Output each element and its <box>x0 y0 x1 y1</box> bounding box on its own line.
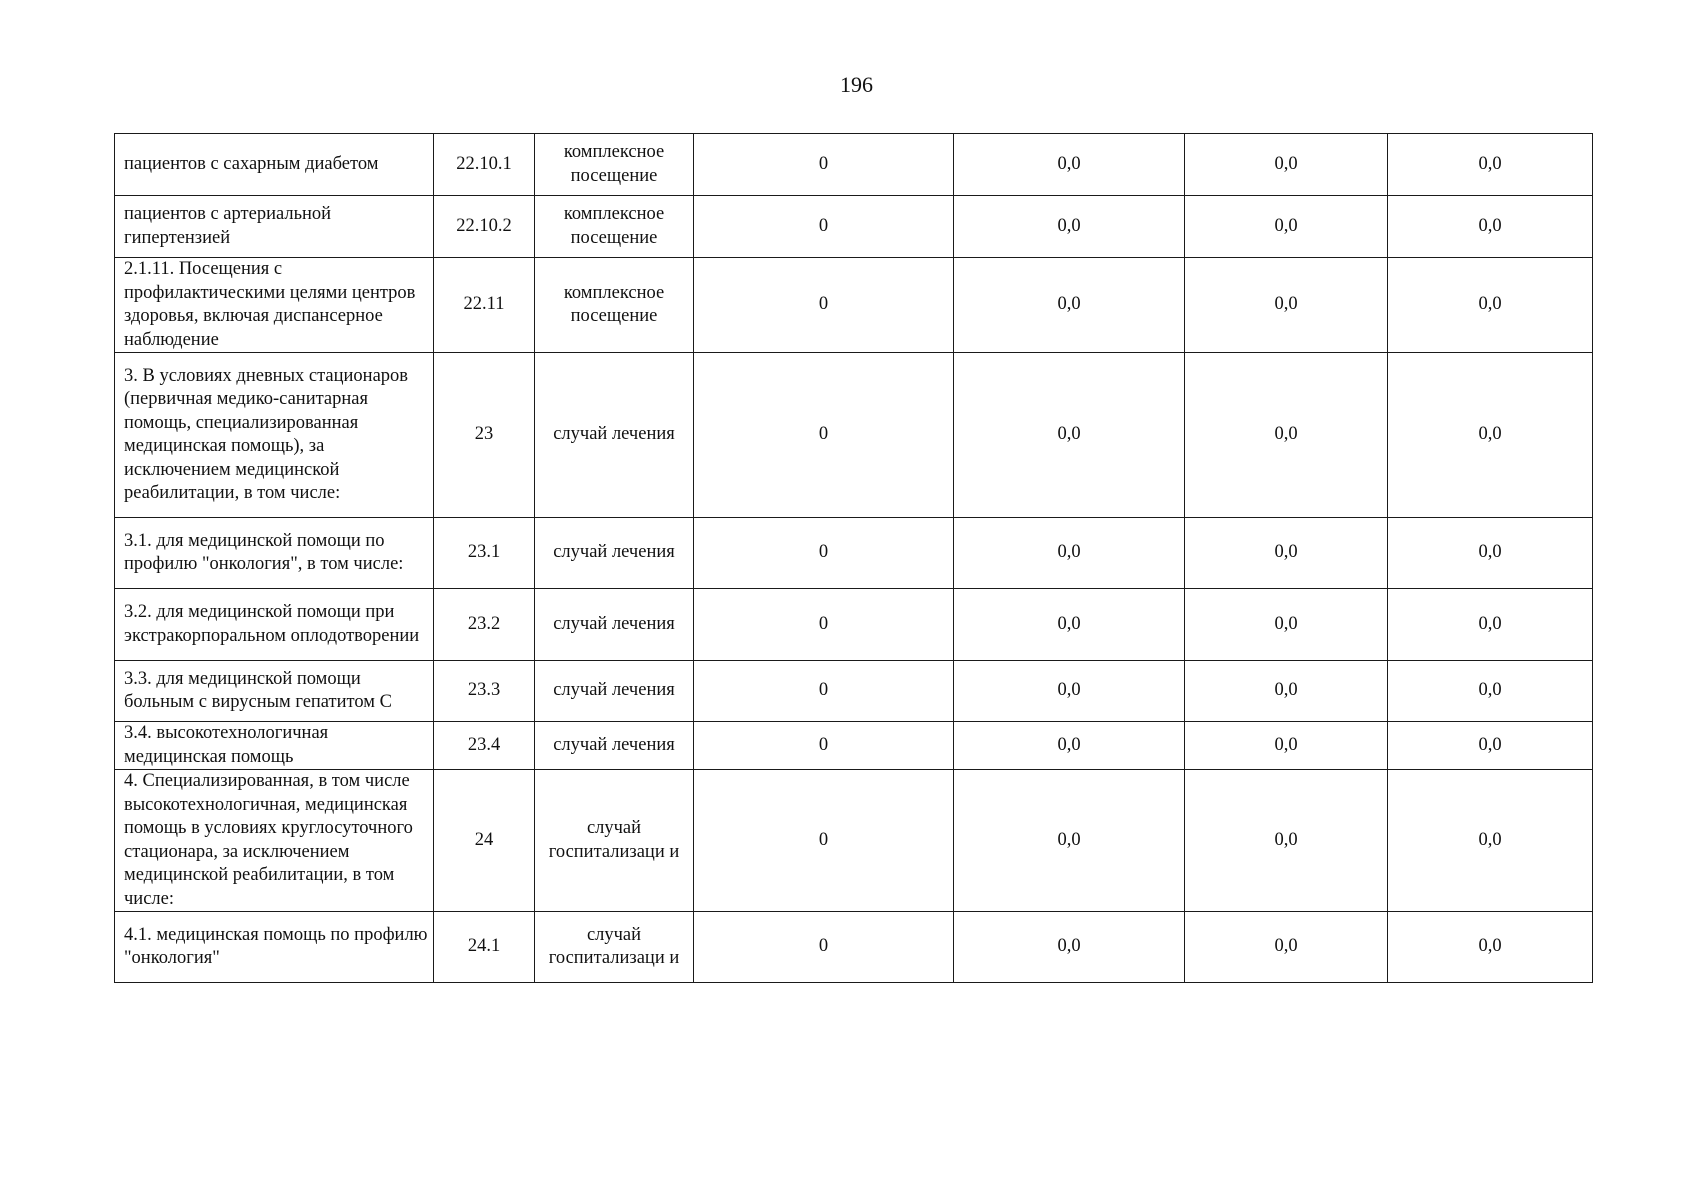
row-code-cell: 23 <box>434 353 535 518</box>
row-value-2-cell: 0,0 <box>954 196 1185 258</box>
row-value-1-cell: 0 <box>694 196 954 258</box>
row-value-3-cell: 0,0 <box>1185 134 1388 196</box>
row-value-4-cell: 0,0 <box>1388 722 1593 770</box>
row-value-2-cell: 0,0 <box>954 661 1185 722</box>
row-value-2-cell: 0,0 <box>954 589 1185 661</box>
row-code-cell: 22.10.1 <box>434 134 535 196</box>
row-value-2-cell: 0,0 <box>954 770 1185 912</box>
row-unit-cell: случай лечения <box>535 353 694 518</box>
row-name-cell: 3.2. для медицинской помощи при экстракорпоральном оплодотворении <box>115 589 434 661</box>
table-row <box>115 518 1593 589</box>
table-row <box>115 661 1593 722</box>
row-value-4-cell: 0,0 <box>1388 518 1593 589</box>
row-value-3-cell: 0,0 <box>1185 661 1388 722</box>
row-value-2-cell: 0,0 <box>954 912 1185 983</box>
row-value-1-cell: 0 <box>694 258 954 353</box>
row-value-3-cell: 0,0 <box>1185 196 1388 258</box>
row-unit-cell: случай госпитализаци и <box>535 912 694 983</box>
row-unit-cell: случай госпитализаци и <box>535 770 694 912</box>
row-value-3-cell: 0,0 <box>1185 770 1388 912</box>
row-value-2-cell: 0,0 <box>954 518 1185 589</box>
row-unit-cell: случай лечения <box>535 722 694 770</box>
row-name-cell: 3.3. для медицинской помощи больным с вирусным гепатитом С <box>115 661 434 722</box>
row-value-4-cell: 0,0 <box>1388 258 1593 353</box>
row-value-3-cell: 0,0 <box>1185 589 1388 661</box>
row-value-3-cell: 0,0 <box>1185 912 1388 983</box>
row-value-1-cell: 0 <box>694 661 954 722</box>
row-value-2-cell: 0,0 <box>954 134 1185 196</box>
row-value-4-cell: 0,0 <box>1388 134 1593 196</box>
row-code-cell: 23.4 <box>434 722 535 770</box>
row-unit-cell: комплексное посещение <box>535 134 694 196</box>
table-row <box>115 912 1593 983</box>
table-row <box>115 722 1593 770</box>
row-value-2-cell: 0,0 <box>954 722 1185 770</box>
row-value-1-cell: 0 <box>694 589 954 661</box>
row-value-3-cell: 0,0 <box>1185 353 1388 518</box>
table-row <box>115 353 1593 518</box>
row-name-cell: 3.4. высокотехнологичная медицинская помощь <box>115 722 434 770</box>
data-table <box>114 133 1593 983</box>
row-unit-cell: комплексное посещение <box>535 258 694 353</box>
row-name-cell: 4. Специализированная, в том числе высокотехнологичная, медицинская помощь в условиях круглосуточного стационара, за исключением медицинской реабилитации, в том числе: <box>115 770 434 912</box>
row-value-4-cell: 0,0 <box>1388 912 1593 983</box>
table-row <box>115 134 1593 196</box>
table-row <box>115 196 1593 258</box>
row-value-4-cell: 0,0 <box>1388 353 1593 518</box>
row-value-1-cell: 0 <box>694 518 954 589</box>
row-value-4-cell: 0,0 <box>1388 770 1593 912</box>
row-name-cell: 2.1.11. Посещения с профилактическими целями центров здоровья, включая диспансерное наблюдение <box>115 258 434 353</box>
row-unit-cell: случай лечения <box>535 518 694 589</box>
row-value-4-cell: 0,0 <box>1388 589 1593 661</box>
row-name-cell: пациентов с артериальной гипертензией <box>115 196 434 258</box>
row-value-2-cell: 0,0 <box>954 258 1185 353</box>
page-number: 196 <box>840 72 873 97</box>
row-value-3-cell: 0,0 <box>1185 518 1388 589</box>
row-value-4-cell: 0,0 <box>1388 661 1593 722</box>
row-unit-cell: случай лечения <box>535 589 694 661</box>
row-value-1-cell: 0 <box>694 353 954 518</box>
row-value-1-cell: 0 <box>694 770 954 912</box>
row-code-cell: 24 <box>434 770 535 912</box>
row-unit-cell: комплексное посещение <box>535 196 694 258</box>
table-row <box>115 770 1593 912</box>
row-code-cell: 23.1 <box>434 518 535 589</box>
row-unit-cell: случай лечения <box>535 661 694 722</box>
table-row <box>115 258 1593 353</box>
row-value-1-cell: 0 <box>694 912 954 983</box>
row-value-3-cell: 0,0 <box>1185 722 1388 770</box>
row-name-cell: пациентов с сахарным диабетом <box>115 134 434 196</box>
row-value-1-cell: 0 <box>694 722 954 770</box>
row-value-4-cell: 0,0 <box>1388 196 1593 258</box>
row-name-cell: 3.1. для медицинской помощи по профилю "онкология", в том числе: <box>115 518 434 589</box>
row-code-cell: 24.1 <box>434 912 535 983</box>
row-code-cell: 23.2 <box>434 589 535 661</box>
row-value-2-cell: 0,0 <box>954 353 1185 518</box>
row-code-cell: 22.11 <box>434 258 535 353</box>
table-row <box>115 589 1593 661</box>
row-code-cell: 23.3 <box>434 661 535 722</box>
row-value-3-cell: 0,0 <box>1185 258 1388 353</box>
row-code-cell: 22.10.2 <box>434 196 535 258</box>
row-value-1-cell: 0 <box>694 134 954 196</box>
row-name-cell: 4.1. медицинская помощь по профилю "онкология" <box>115 912 434 983</box>
row-name-cell: 3. В условиях дневных стационаров (первичная медико-санитарная помощь, специализированная медицинская помощь), за исключением медицинской реабилитации, в том числе: <box>115 353 434 518</box>
